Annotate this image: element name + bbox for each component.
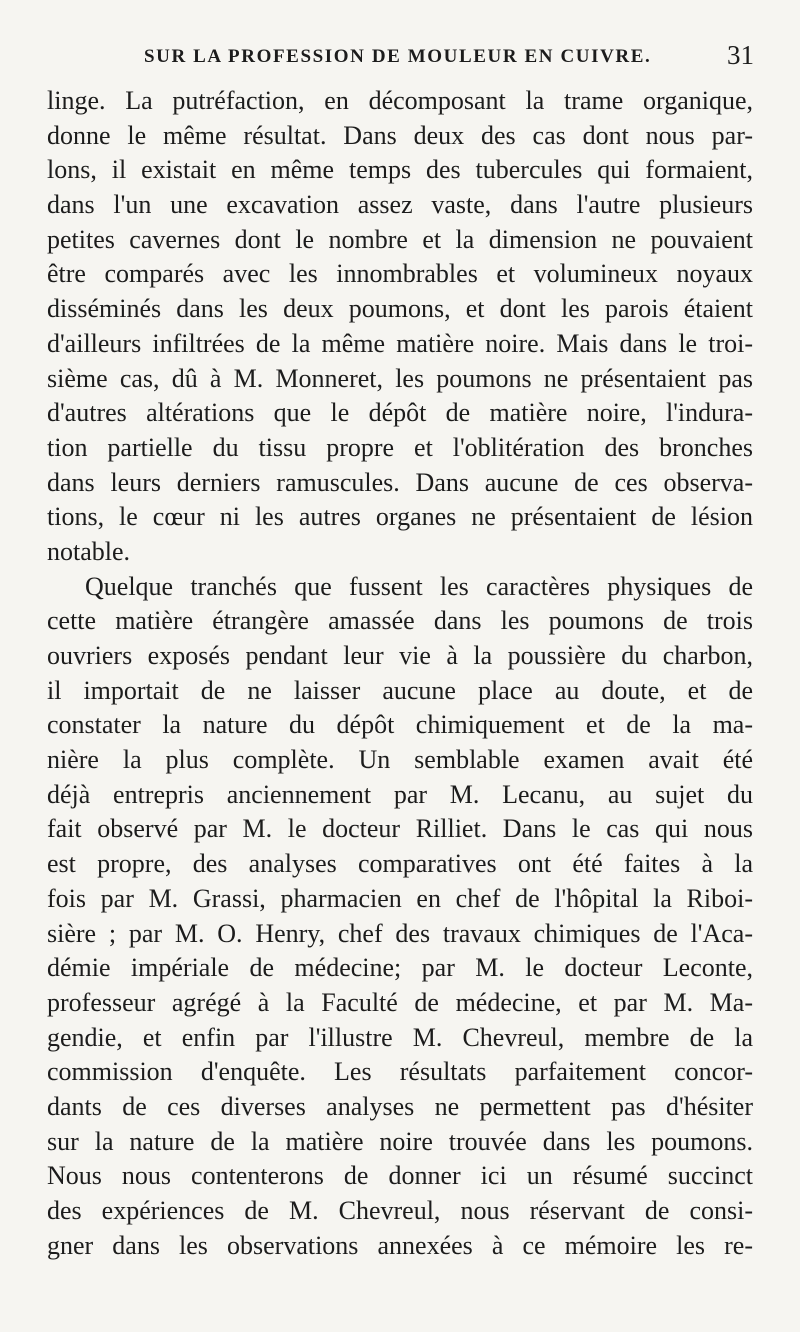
text-line: gendie, et enfin par l'illustre M. Chevreul, membre de la xyxy=(47,1022,753,1052)
text-line: démie impériale de médecine; par M. le docteur Leconte, xyxy=(47,953,753,983)
text-line: d'ailleurs infiltrées de la même matière noire. Mais dans le troi- xyxy=(47,328,753,358)
text-line: est propre, des analyses comparatives ont été faites à la xyxy=(47,849,753,879)
text-line: des expériences de M. Chevreul, nous réservant de consi- xyxy=(47,1196,753,1225)
text-line: fait observé par M. le docteur Rilliet. Dans le cas qui nous xyxy=(47,814,753,844)
text-line: nière la plus complète. Un semblable examen avait été xyxy=(47,745,753,775)
text-line: Nous nous contenterons de donner ici un résumé succinct xyxy=(47,1161,753,1191)
running-head xyxy=(48,40,754,74)
text-line: lons, il existait en même temps des tubercules qui formaient, xyxy=(47,155,753,185)
text-line: sur la nature de la matière noire trouvée dans les poumons. xyxy=(47,1126,753,1156)
text-line: petites cavernes dont le nombre et la dimension ne pouvaient xyxy=(47,224,753,254)
text-line: tion partielle du tissu propre et l'oblitération des bronches xyxy=(47,432,753,462)
text-line: constater la nature du dépôt chimiquement et de la ma- xyxy=(47,710,753,740)
running-title: SUR LA PROFESSION DE MOULEUR EN CUIVRE. xyxy=(144,46,652,67)
paragraph-continued xyxy=(47,84,753,570)
text-line: gner dans les observations annexées à ce mémoire les re- xyxy=(47,1230,753,1260)
body-text xyxy=(47,84,753,1263)
text-line: commission d'enquête. Les résultats parfaitement concor- xyxy=(47,1057,753,1087)
text-line: d'autres altérations que le dépôt de matière noire, l'indura- xyxy=(47,398,753,428)
text-line: dans leurs derniers ramuscules. Dans aucune de ces observa- xyxy=(47,467,753,497)
text-line: Quelque tranchés que fussent les caractères physiques de xyxy=(85,571,753,601)
text-line: cette matière étrangère amassée dans les poumons de trois xyxy=(47,606,753,636)
text-line: sième cas, dû à M. Monneret, les poumons ne présentaient pas xyxy=(47,363,753,393)
text-line: linge. La putréfaction, en décomposant la trame organique, xyxy=(47,86,753,115)
text-line: dants de ces diverses analyses ne permettent pas d'hésiter xyxy=(47,1091,753,1121)
text-line: tions, le cœur ni les autres organes ne présentaient de lésion xyxy=(47,502,753,532)
page-number: 31 xyxy=(727,40,754,70)
text-line: notable. xyxy=(47,536,131,566)
text-line: fois par M. Grassi, pharmacien en chef de l'hôpital la Riboi- xyxy=(47,883,753,913)
text-line: ouvriers exposés pendant leur vie à la poussière du charbon, xyxy=(47,641,753,670)
text-line: donne le même résultat. Dans deux des cas dont nous par- xyxy=(47,120,753,150)
text-line: il importait de ne laisser aucune place au doute, et de xyxy=(47,675,753,705)
text-line: dans l'un une excavation assez vaste, dans l'autre plusieurs xyxy=(47,190,753,220)
text-line: déjà entrepris anciennement par M. Lecanu, au sujet du xyxy=(47,779,753,809)
text-line: disséminés dans les deux poumons, et dont les parois étaient xyxy=(47,294,753,324)
paragraph-analyses xyxy=(47,570,753,1264)
text-line: être comparés avec les innombrables et volumineux noyaux xyxy=(47,259,753,289)
text-line: sière ; par M. O. Henry, chef des travaux chimiques de l'Aca- xyxy=(47,918,753,948)
text-line: professeur agrégé à la Faculté de médecine, et par M. Ma- xyxy=(47,987,753,1017)
